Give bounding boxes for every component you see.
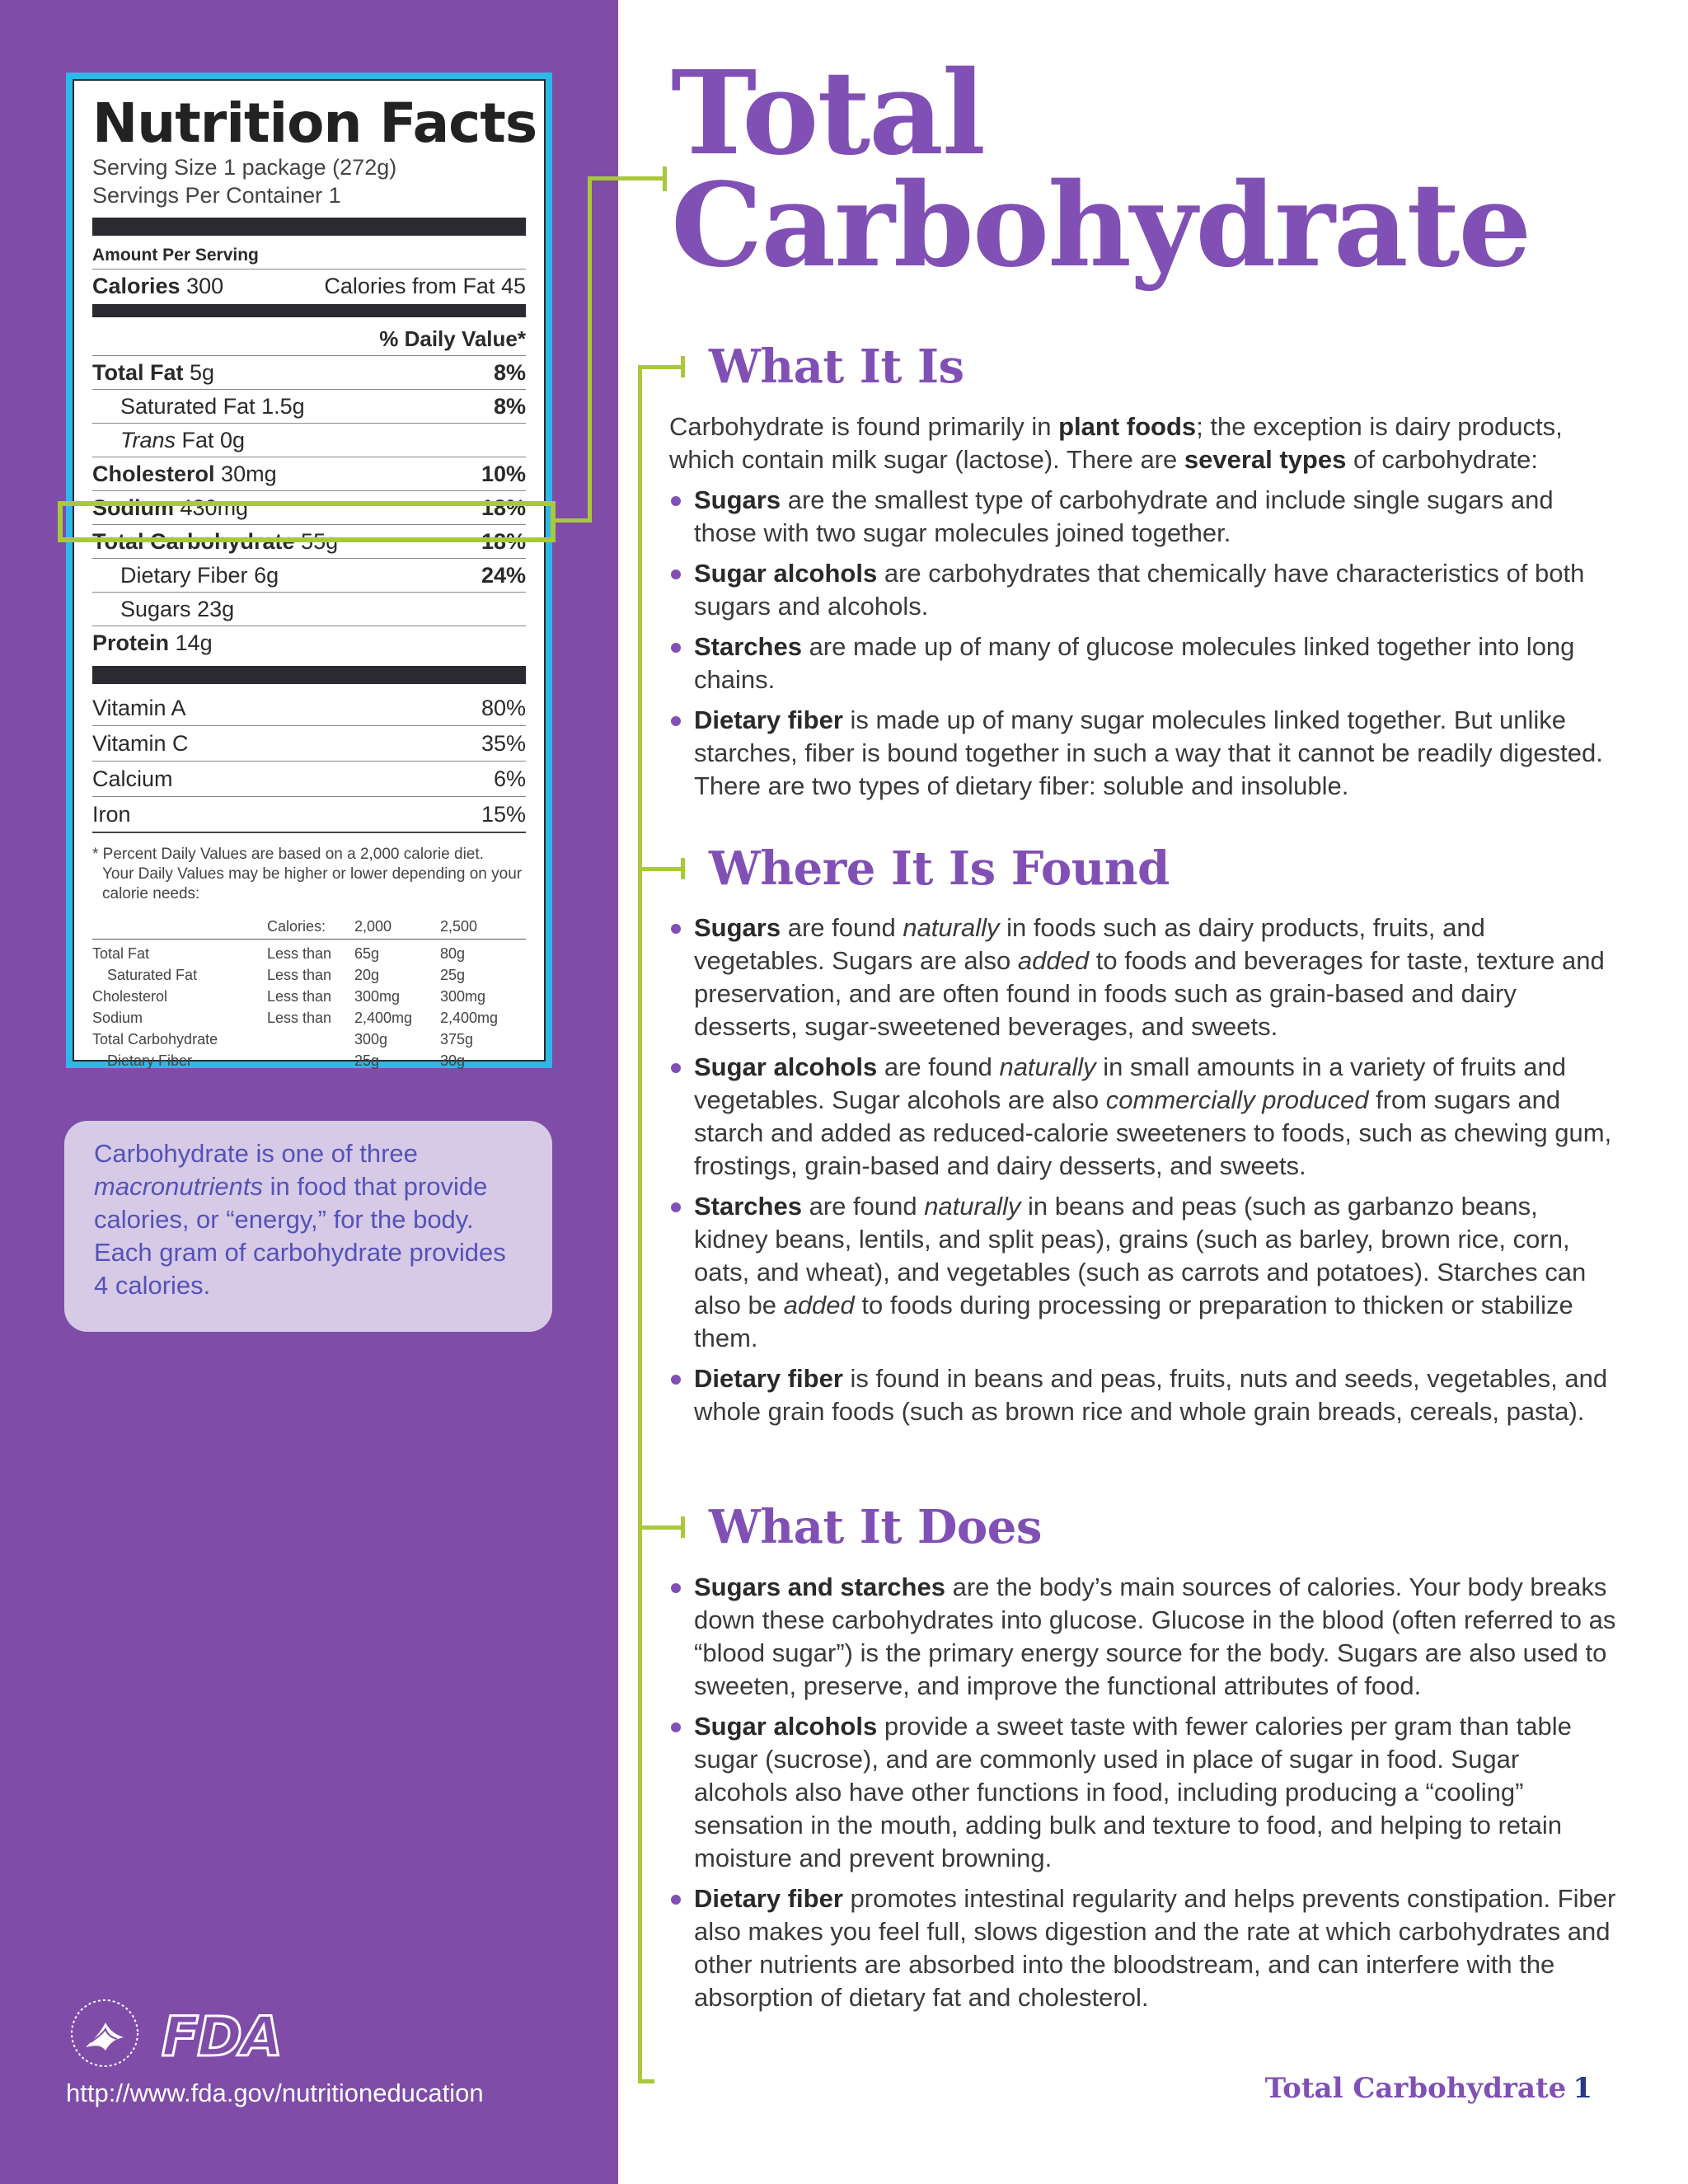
table-cell: Dietary Fiber xyxy=(107,1052,193,1069)
nutrient-amount: 1.5g xyxy=(261,394,305,419)
item-term: Starches xyxy=(694,632,802,661)
nutrient-name: Trans xyxy=(120,428,176,452)
vitamin-name: Iron xyxy=(92,802,131,827)
table-cell: Sodium xyxy=(92,1010,143,1026)
item-text: are found xyxy=(801,1192,925,1221)
vitamin-dv: 15% xyxy=(481,802,526,827)
calories-row xyxy=(92,269,526,302)
amount-per-serving: Amount Per Serving xyxy=(92,242,526,269)
timeline-tick xyxy=(638,2079,654,2083)
carbohydrate-highlight-box xyxy=(58,501,556,542)
item-text: from sugars and starch and added as reduced-calorie sweeteners to foods, such as chewing gum, frostings, grain-based and dairy desserts, and sweets. xyxy=(694,1085,1612,1180)
page-footer-label xyxy=(1265,2070,1592,2107)
item-term: Sugar alcohols xyxy=(694,1712,878,1741)
nutrient-dv: 10% xyxy=(481,462,526,486)
table-cell: 25g xyxy=(440,967,466,983)
nutrient-amount: 30mg xyxy=(221,462,277,486)
connector-line xyxy=(663,166,667,191)
item-text: is found in beans and peas, fruits, nuts and seeds, vegetables, and whole grain foods (such as brown rice and whole grain breads, cereals, pasta). xyxy=(694,1364,1608,1426)
table-row xyxy=(92,964,526,986)
nutrient-name: Total Carbohydrate xyxy=(92,529,295,554)
item-term: Sugars xyxy=(694,913,781,942)
item-text: are carbohydrates that chemically have characteristics of both sugars and alcohols. xyxy=(694,559,1585,621)
table-row xyxy=(92,986,526,1007)
fda-logo-icon xyxy=(160,2004,292,2064)
timeline-tick xyxy=(638,867,682,871)
nutrient-row-cholesterol xyxy=(92,457,526,491)
nutrient-amount: 55g xyxy=(301,529,339,554)
footer-title: Total Carbohydrate xyxy=(1264,2072,1567,2105)
table-header-calories: Calories: xyxy=(267,914,354,940)
nutrient-amount: Fat 0g xyxy=(181,428,246,452)
connector-line xyxy=(588,176,667,180)
item-text: provide a sweet taste with fewer calories per gram than table sugar (sucrose), and are commonly used in place of sugar in food. Sugar alcohols also have other functions in food, including producing a “cooling” sensation in the mouth, adding bulk and texture to food, and helping to retain moisture and prevent browning. xyxy=(694,1712,1572,1872)
nutrient-name: Cholesterol xyxy=(92,462,215,486)
timeline-tick xyxy=(638,1526,682,1530)
label-divider-medium xyxy=(92,304,526,317)
section-heading-what-it-does: What It Does xyxy=(709,1500,1042,1554)
nutrient-row-saturated-fat xyxy=(92,390,526,424)
nutrient-name: Total Fat xyxy=(92,360,184,385)
nutrient-name: Sugars xyxy=(120,597,191,621)
table-cell: Saturated Fat xyxy=(107,967,198,983)
nutrient-name: Dietary Fiber xyxy=(120,563,248,588)
page-number: 1 xyxy=(1573,2072,1592,2105)
table-cell: 300g xyxy=(354,1031,388,1047)
fda-logo-text: FDA xyxy=(162,2005,281,2064)
nutrition-label-frame xyxy=(66,73,552,1068)
nutrient-amount: 6g xyxy=(254,563,279,588)
table-cell xyxy=(267,1050,354,1071)
table-row xyxy=(92,1050,526,1071)
vitamin-row xyxy=(92,691,526,726)
daily-values-table xyxy=(92,914,526,1071)
table-header-row xyxy=(92,914,526,940)
intro-text: of carbohydrate: xyxy=(1346,445,1538,474)
vitamin-dv: 6% xyxy=(493,766,526,791)
item-emphasis: commercially produced xyxy=(1105,1085,1369,1114)
nutrient-amount: 430mg xyxy=(180,495,249,520)
table-row xyxy=(92,1029,526,1050)
item-term: Sugar alcohols xyxy=(694,1052,878,1081)
item-text: are the body’s main sources of calories. Your body breaks down these carbohydrates into glucose. Glucose in the blood (often referred to as “blood sugar”) is the primary energy source for the body. Sugars are also used to sweeten, preserve, and improve the functional attributes of food. xyxy=(694,1572,1616,1700)
intro-bold: several types xyxy=(1184,445,1347,474)
macronutrient-callout xyxy=(64,1121,552,1332)
table-cell: 375g xyxy=(440,1031,474,1047)
nutrient-name: Sodium xyxy=(92,495,174,520)
hhs-seal-icon xyxy=(68,1996,142,2070)
timeline-tick-end xyxy=(681,858,685,879)
serving-size: Serving Size 1 package (272g) xyxy=(92,155,397,180)
list-item xyxy=(669,1051,1617,1183)
section-heading-what-it-is: What It Is xyxy=(709,340,964,394)
table-cell: 30g xyxy=(440,1052,466,1069)
table-cell: 65g xyxy=(354,945,380,962)
nutrient-dv: 18% xyxy=(481,495,526,520)
item-emphasis: naturally xyxy=(924,1192,1021,1221)
list-item xyxy=(669,484,1617,550)
what-it-is-intro xyxy=(669,410,1609,476)
label-footnote xyxy=(92,845,526,904)
page-title-line: Carbohydrate xyxy=(671,158,1531,293)
table-row xyxy=(92,1007,526,1029)
timeline-tick xyxy=(638,365,682,369)
table-cell: 300mg xyxy=(354,988,401,1005)
callout-text xyxy=(94,1137,523,1302)
table-cell: 20g xyxy=(354,967,380,983)
nutrient-dv: 24% xyxy=(481,563,526,588)
item-text: promotes intestinal regularity and helps prevents constipation. Fiber also makes you feel full, slows digestion and the rate at which carbohydrates and other nutrients are absorbed into the bloodstream, and can interfere with the absorption of dietary fat and cholesterol. xyxy=(694,1884,1616,2012)
intro-text: ; the exception is dairy products, which contain milk sugar (lactose). There are xyxy=(669,412,1563,474)
connector-line xyxy=(588,176,592,523)
callout-text-part: Carbohydrate is one of three xyxy=(94,1139,418,1168)
vitamin-row xyxy=(92,797,526,833)
vitamin-row xyxy=(92,762,526,797)
item-term: Sugars and starches xyxy=(694,1572,945,1601)
nutrition-facts-label xyxy=(73,79,546,1069)
item-text: is made up of many sugar molecules linked together. But unlike starches, fiber is bound together in such a way that it cannot be readily digested. There are two types of dietary fiber: soluble and insoluble. xyxy=(694,705,1603,800)
item-term: Sugar alcohols xyxy=(694,559,878,588)
nutrient-dv: 18% xyxy=(481,529,526,554)
nutrient-name: Saturated Fat xyxy=(120,394,256,419)
item-emphasis: naturally xyxy=(903,913,1000,942)
table-cell: Less than xyxy=(267,1010,332,1026)
list-item xyxy=(669,557,1617,623)
table-cell: Total Carbohydrate xyxy=(92,1031,218,1047)
table-cell: 2,400mg xyxy=(354,1010,413,1026)
nutrient-amount: 5g xyxy=(190,360,215,385)
item-emphasis: added xyxy=(1017,946,1090,975)
vitamin-dv: 35% xyxy=(481,731,526,756)
table-cell: Cholesterol xyxy=(92,988,168,1005)
list-item xyxy=(669,1710,1617,1875)
section-heading-where-found: Where It Is Found xyxy=(709,841,1170,896)
table-cell: Less than xyxy=(267,967,332,983)
item-text: in beans and peas (such as garbanzo beans, kidney beans, lentils, and split peas), grains (such as barley, brown rice, corn, oats, and wheat), and vegetables (such as carrots and potatoes). Starches can also be xyxy=(694,1192,1587,1319)
table-header-2500: 2,500 xyxy=(440,914,526,940)
what-it-is-list xyxy=(669,484,1617,810)
nutrient-amount: 14g xyxy=(175,630,213,655)
item-text: are the smallest type of carbohydrate and include single sugars and those with two sugar molecules joined together. xyxy=(694,485,1554,547)
nutrient-row-protein xyxy=(92,626,526,659)
item-text: in small amounts in a variety of fruits and vegetables. Sugar alcohols are also xyxy=(694,1052,1566,1114)
callout-text-part: in food that provide calories, or “energy,” for the body. Each gram of carbohydrate provides 4 calories. xyxy=(94,1172,506,1300)
list-item xyxy=(669,1882,1617,2014)
item-text: in foods such as dairy products, fruits, and vegetables. Sugars are also xyxy=(694,913,1485,975)
table-row xyxy=(92,940,526,965)
timeline-line xyxy=(638,365,642,2083)
item-emphasis: naturally xyxy=(999,1052,1096,1081)
callout-emphasis: macronutrients xyxy=(94,1172,264,1201)
item-term: Dietary fiber xyxy=(694,1884,843,1913)
table-cell: 2,400mg xyxy=(440,1010,499,1026)
table-cell: 300mg xyxy=(440,988,486,1005)
where-found-list xyxy=(669,912,1617,1436)
item-text: are found xyxy=(781,913,903,942)
calories-value: 300 xyxy=(186,274,224,298)
what-it-does-list xyxy=(669,1571,1617,2022)
nutrient-dv: 8% xyxy=(493,360,526,385)
timeline-tick-end xyxy=(681,1516,685,1538)
item-text: are made up of many of glucose molecules linked together into long chains. xyxy=(694,632,1575,694)
vitamin-name: Vitamin A xyxy=(92,696,186,720)
intro-text: Carbohydrate is found primarily in xyxy=(669,412,1059,441)
page-title-line: Total xyxy=(671,46,985,181)
item-term: Dietary fiber xyxy=(694,705,843,734)
calories-from-fat: Calories from Fat 45 xyxy=(324,274,526,298)
table-cell xyxy=(267,1029,354,1050)
vitamin-dv: 80% xyxy=(481,696,526,720)
list-item xyxy=(669,630,1617,696)
item-text: to foods during processing or preparation to thicken or stabilize them. xyxy=(694,1291,1573,1352)
nutrition-label-title: Nutrition Facts xyxy=(92,91,537,155)
vitamin-row xyxy=(92,726,526,762)
page-title xyxy=(671,46,1531,293)
label-divider-thick xyxy=(92,666,526,684)
table-cell: 80g xyxy=(440,945,466,962)
table-cell: 25g xyxy=(354,1052,380,1069)
list-item xyxy=(669,912,1617,1043)
nutrient-row-sugars xyxy=(92,593,526,626)
table-cell: Less than xyxy=(267,988,332,1005)
item-term: Sugars xyxy=(694,485,781,514)
daily-value-header: % Daily Value* xyxy=(92,322,526,356)
nutrient-row-total-fat xyxy=(92,356,526,390)
footnote-line: Your Daily Values may be higher or lower depending on your calorie needs: xyxy=(102,865,523,902)
fda-url-link[interactable]: http://www.fda.gov/nutritioneducation xyxy=(66,2079,484,2107)
footnote-line: * Percent Daily Values are based on a 2,000 calorie diet. xyxy=(92,846,484,863)
item-text: are found xyxy=(877,1052,1000,1081)
calories-label: Calories xyxy=(92,274,181,298)
nutrient-amount: 23g xyxy=(197,597,235,621)
nutrient-row-dietary-fiber xyxy=(92,559,526,593)
nutrient-row-trans-fat xyxy=(92,424,526,457)
intro-bold: plant foods xyxy=(1058,412,1197,441)
table-cell: Total Fat xyxy=(92,945,150,962)
timeline-tick-end xyxy=(681,356,685,377)
item-text: to foods and beverages for taste, texture and preservation, and are often found in foods such as grain-based and dairy desserts, sugar-sweetened beverages, and sweets. xyxy=(694,946,1605,1041)
servings-per-container: Servings Per Container 1 xyxy=(92,183,341,208)
list-item xyxy=(669,1190,1617,1355)
vitamin-name: Calcium xyxy=(92,766,173,791)
connector-line xyxy=(556,518,592,523)
item-term: Dietary fiber xyxy=(694,1364,843,1393)
list-item xyxy=(669,1571,1617,1703)
vitamin-name: Vitamin C xyxy=(92,731,189,756)
list-item xyxy=(669,704,1617,803)
label-divider-thick xyxy=(92,218,526,236)
list-item xyxy=(669,1362,1617,1428)
item-term: Starches xyxy=(694,1192,802,1221)
nutrient-name: Protein xyxy=(92,630,170,655)
item-emphasis: added xyxy=(783,1291,855,1319)
table-header-2000: 2,000 xyxy=(354,914,440,940)
nutrient-dv: 8% xyxy=(493,394,526,419)
table-cell: Less than xyxy=(267,945,332,962)
